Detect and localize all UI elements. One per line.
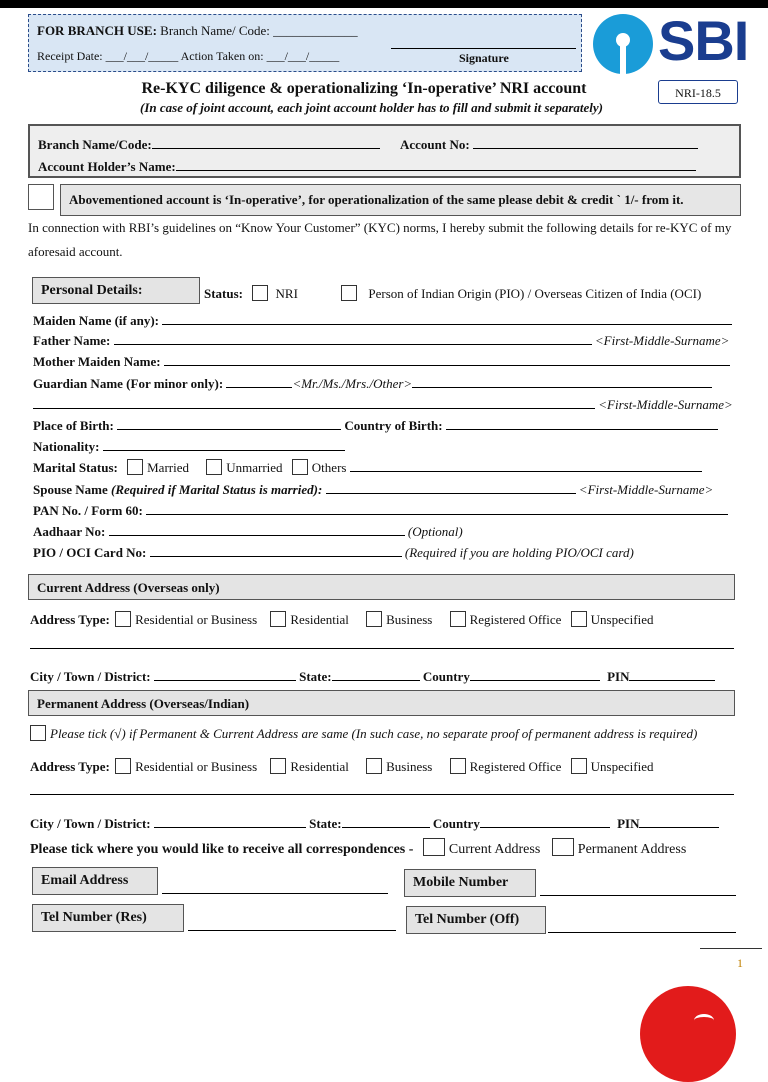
page-number: 1 [737, 956, 743, 970]
receipt-date-text: Receipt Date: ___/___/_____ Action Taken on: ___/___/_____ [37, 49, 340, 63]
inoperative-checkbox[interactable] [28, 184, 54, 210]
current-address-type-label: Address Type: [30, 612, 110, 627]
spouse-name-format: <First-Middle-Surname> [578, 482, 714, 497]
page-subtitle: (In case of joint account, each joint account holder has to fill and submit it separately) [140, 100, 603, 115]
same-address-checkbox[interactable] [30, 725, 46, 741]
aadhaar-label: Aadhaar No: [33, 524, 106, 539]
permanent-type-regoffice-label: Registered Office [469, 759, 562, 774]
current-country-field[interactable] [470, 668, 600, 681]
place-of-birth-label: Place of Birth: [33, 418, 114, 433]
permanent-address-line[interactable] [30, 794, 734, 795]
status-label: Status: [204, 286, 244, 301]
maiden-name-label: Maiden Name (if any): [33, 313, 160, 328]
guardian-name-field-2[interactable] [33, 396, 595, 409]
permanent-city-field[interactable] [154, 815, 306, 828]
tel-res-field[interactable] [188, 930, 396, 931]
permanent-city-label: City / Town / District: [30, 816, 151, 831]
intro-paragraph: In connection with RBI’s guidelines on “Know Your Customer” (KYC) norms, I hereby submit the following details for re-KYC of my aforesaid account. [28, 220, 732, 259]
footer-rule [700, 948, 762, 949]
mother-name-field[interactable] [164, 353, 730, 366]
pio-card-hint: (Required if you are holding PIO/OCI card) [404, 545, 634, 560]
guardian-title-field[interactable] [226, 375, 292, 388]
permanent-country-field[interactable] [480, 815, 610, 828]
correspondence-current-checkbox[interactable] [423, 838, 445, 856]
permanent-type-resbiz-checkbox[interactable] [115, 758, 131, 774]
page-title: Re-KYC diligence & operationalizing ‘In-operative’ NRI account [141, 80, 587, 97]
permanent-type-unspecified-label: Unspecified [590, 759, 654, 774]
logo-keyhole-slot [620, 45, 626, 74]
signature-label: Signature [459, 51, 509, 65]
current-type-unspecified-label: Unspecified [590, 612, 654, 627]
top-bar [0, 0, 768, 8]
current-type-resbiz-label: Residential or Business [135, 612, 258, 627]
permanent-pin-field[interactable] [639, 815, 719, 828]
current-type-residential-label: Residential [290, 612, 349, 627]
pan-field[interactable] [146, 502, 728, 515]
account-holder-label: Account Holder’s Name: [38, 159, 176, 174]
aadhaar-hint: (Optional) [407, 524, 463, 539]
spouse-name-hint: (Required if Marital Status is married): [111, 482, 323, 497]
permanent-type-residential-checkbox[interactable] [270, 758, 286, 774]
permanent-pin-label: PIN [617, 816, 640, 831]
status-nri-checkbox[interactable] [252, 285, 268, 301]
marital-married-label: Married [147, 460, 189, 475]
current-city-field[interactable] [154, 668, 296, 681]
branch-code-label: Branch Name/Code: [38, 137, 152, 152]
current-type-residential-checkbox[interactable] [270, 611, 286, 627]
inoperative-statement: Abovementioned account is ‘In-operative’, for operationalization of the same please debit & credit ` 1/- from it. [60, 184, 741, 216]
current-pin-field[interactable] [629, 668, 715, 681]
marital-unmarried-checkbox[interactable] [206, 459, 222, 475]
same-address-text: Please tick (√) if Permanent & Current Address are same (In such case, no separate proof of permanent address is required) [50, 726, 698, 741]
guardian-name-label: Guardian Name (For minor only): [33, 376, 224, 391]
current-address-line[interactable] [30, 648, 734, 649]
pio-card-field[interactable] [150, 544, 402, 557]
correspondence-permanent-label: Permanent Address [577, 842, 687, 857]
permanent-address-header: Permanent Address (Overseas/Indian) [28, 690, 735, 716]
father-name-field[interactable] [114, 332, 592, 345]
red-circle-mark [694, 1014, 714, 1027]
permanent-type-business-label: Business [386, 759, 433, 774]
correspondence-current-label: Current Address [448, 842, 541, 857]
account-holder-field[interactable] [176, 158, 696, 171]
permanent-type-regoffice-checkbox[interactable] [450, 758, 466, 774]
current-state-field[interactable] [332, 668, 420, 681]
sbi-logo-text: SBI [658, 9, 749, 72]
permanent-address-type-label: Address Type: [30, 759, 110, 774]
correspondence-label: Please tick where you would like to receive all correspondences - [30, 842, 414, 857]
country-of-birth-label: Country of Birth: [344, 418, 443, 433]
status-nri-label: NRI [275, 286, 298, 301]
current-state-label: State: [299, 669, 332, 684]
tel-off-label: Tel Number (Off) [406, 906, 546, 934]
permanent-type-resbiz-label: Residential or Business [135, 759, 258, 774]
mother-name-label: Mother Maiden Name: [33, 354, 161, 369]
branch-code-field[interactable] [152, 136, 380, 149]
tel-off-field[interactable] [548, 932, 736, 933]
current-type-business-label: Business [386, 612, 433, 627]
branch-code-text: Branch Name/ Code: _____________ [160, 23, 358, 38]
permanent-type-business-checkbox[interactable] [366, 758, 382, 774]
mobile-field[interactable] [540, 895, 736, 896]
pio-card-label: PIO / OCI Card No: [33, 545, 147, 560]
place-of-birth-field[interactable] [117, 417, 341, 430]
permanent-country-label: Country [432, 816, 480, 831]
current-country-label: Country [422, 669, 470, 684]
spouse-name-field[interactable] [326, 481, 576, 494]
current-type-regoffice-checkbox[interactable] [450, 611, 466, 627]
account-no-field[interactable] [473, 136, 698, 149]
guardian-name-hint: <First-Middle-Surname> [598, 397, 733, 412]
mobile-label: Mobile Number [404, 869, 536, 897]
permanent-type-residential-label: Residential [290, 759, 349, 774]
marital-others-label: Others [311, 460, 347, 475]
marital-married-checkbox[interactable] [127, 459, 143, 475]
account-box [28, 124, 741, 178]
email-field[interactable] [162, 893, 388, 894]
red-circle-icon[interactable] [640, 986, 736, 1082]
aadhaar-field[interactable] [109, 523, 405, 536]
current-type-unspecified-checkbox[interactable] [571, 611, 587, 627]
nationality-label: Nationality: [33, 439, 100, 454]
status-pio-checkbox[interactable] [341, 285, 357, 301]
current-pin-label: PIN [607, 669, 630, 684]
country-of-birth-field[interactable] [446, 417, 718, 430]
marital-others-checkbox[interactable] [292, 459, 308, 475]
permanent-state-label: State: [309, 816, 342, 831]
permanent-state-field[interactable] [342, 815, 430, 828]
father-name-label: Father Name: [33, 333, 111, 348]
branch-use-label: FOR BRANCH USE: [37, 23, 157, 38]
personal-details-header: Personal Details: [32, 277, 200, 304]
signature-line [391, 48, 576, 49]
guardian-name-field[interactable] [412, 375, 712, 388]
maiden-name-field[interactable] [162, 312, 732, 325]
spouse-name-label: Spouse Name [33, 482, 108, 497]
current-city-label: City / Town / District: [30, 669, 151, 684]
tel-res-label: Tel Number (Res) [32, 904, 184, 932]
pan-label: PAN No. / Form 60: [33, 503, 143, 518]
current-type-business-checkbox[interactable] [366, 611, 382, 627]
permanent-type-unspecified-checkbox[interactable] [571, 758, 587, 774]
father-name-hint: <First-Middle-Surname> [594, 333, 730, 348]
guardian-hint: <Mr./Ms./Mrs./Other> [292, 376, 413, 391]
marital-unmarried-label: Unmarried [226, 460, 283, 475]
email-label: Email Address [32, 867, 158, 895]
account-no-label: Account No: [400, 137, 470, 152]
current-type-resbiz-checkbox[interactable] [115, 611, 131, 627]
status-pio-label: Person of Indian Origin (PIO) / Overseas Citizen of India (OCI) [368, 286, 702, 301]
correspondence-permanent-checkbox[interactable] [552, 838, 574, 856]
form-code: NRI-18.5 [658, 80, 738, 104]
branch-use-box [28, 14, 582, 72]
nationality-field[interactable] [103, 438, 345, 451]
current-address-header: Current Address (Overseas only) [28, 574, 735, 600]
marital-others-field[interactable] [350, 459, 702, 472]
marital-status-label: Marital Status: [33, 460, 118, 475]
current-type-regoffice-label: Registered Office [469, 612, 562, 627]
